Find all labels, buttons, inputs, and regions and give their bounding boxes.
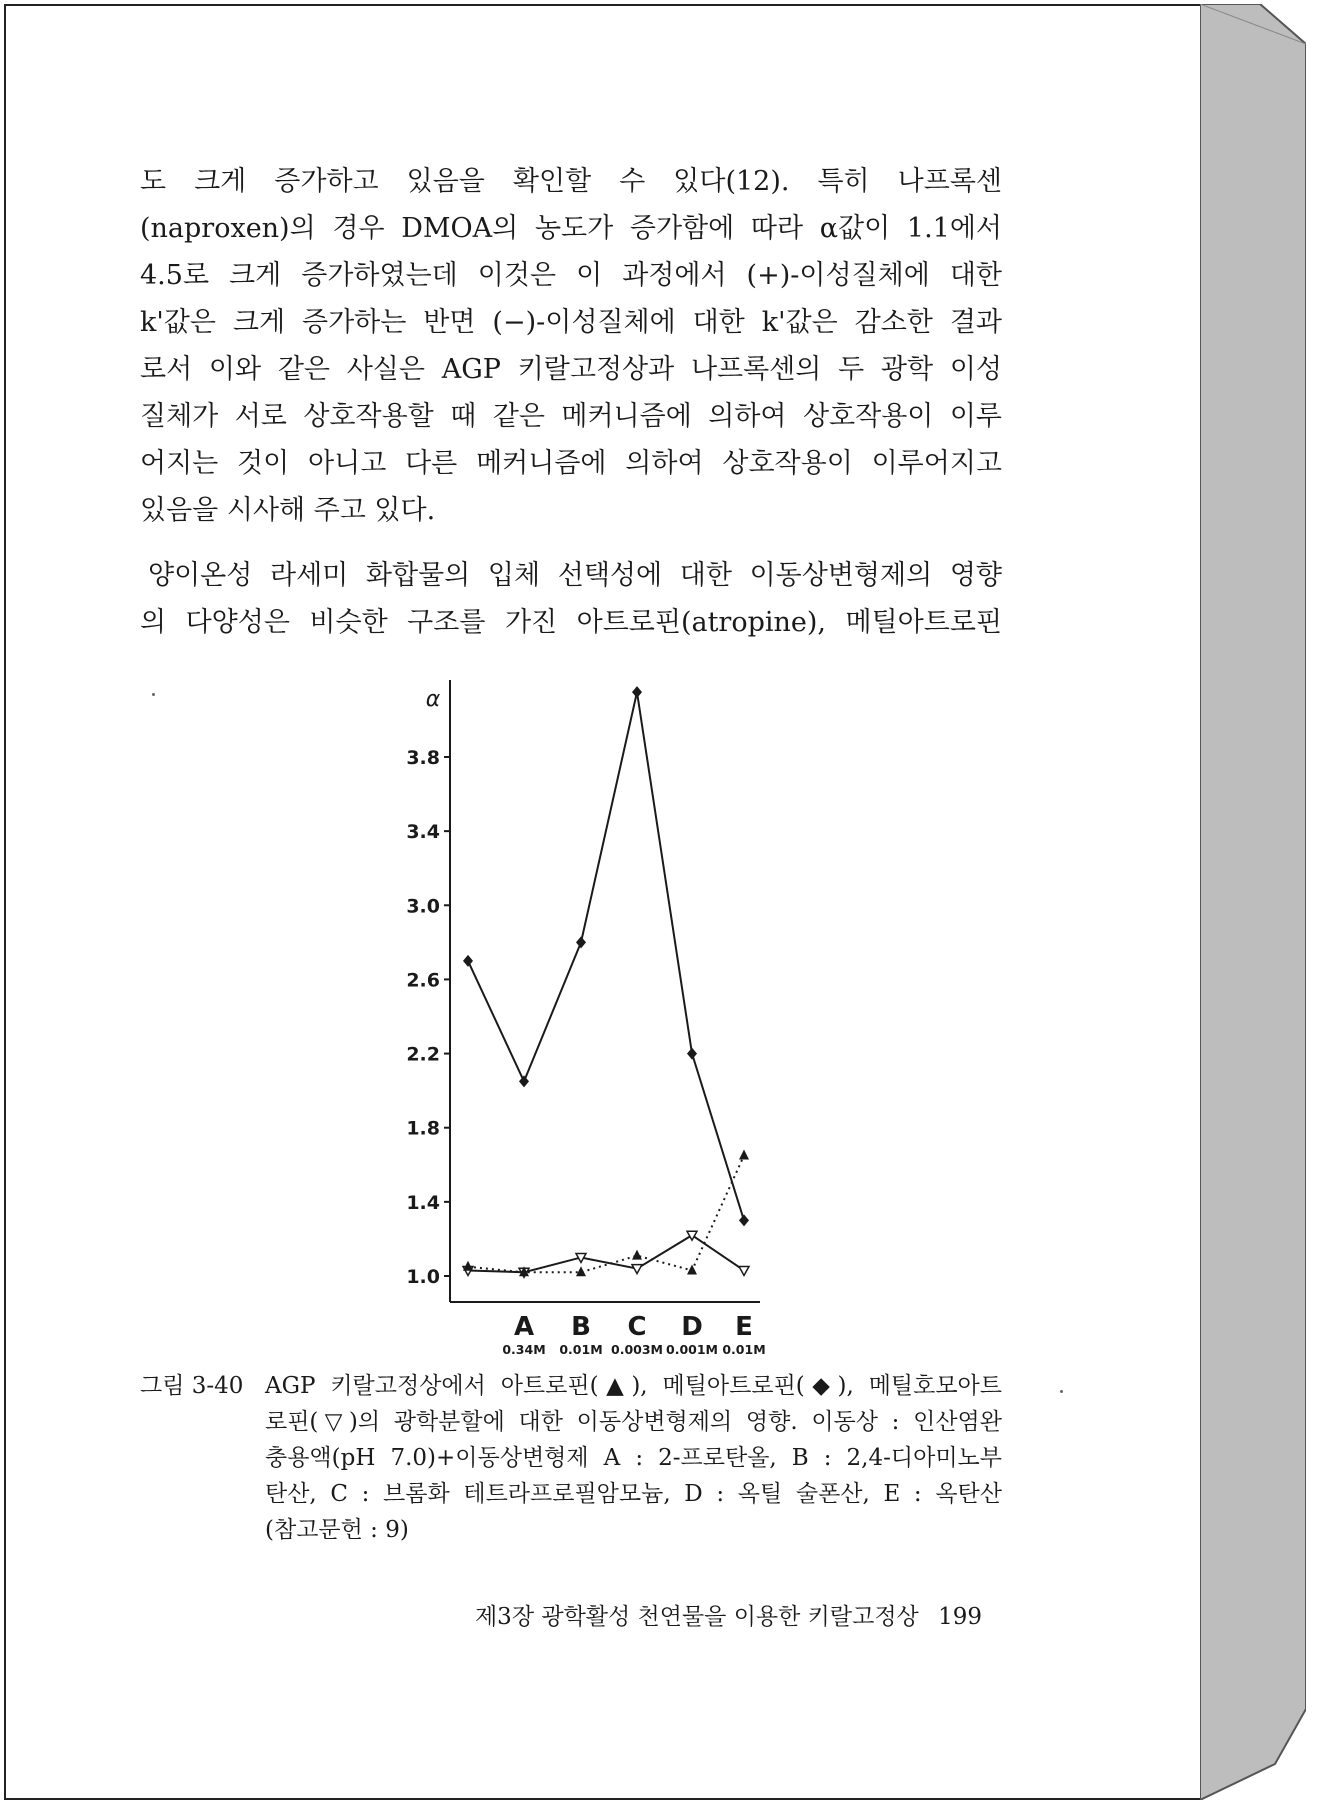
- series-line: [468, 1156, 744, 1273]
- caption-line: AGP 키랄고정상에서 아트로핀(▲), 메틸아트로핀(◆), 메틸호모아트: [265, 1373, 1002, 1399]
- line-chart: [400, 670, 780, 1360]
- body-paragraph-2: [140, 552, 1002, 646]
- x-tick-sublabel: 0.01M: [722, 1342, 766, 1357]
- y-tick-label: 1.4: [406, 1191, 440, 1214]
- y-tick-label: 2.2: [406, 1043, 440, 1066]
- y-tick-label: 3.4: [406, 821, 440, 844]
- y-tick-label: 3.8: [406, 747, 440, 769]
- x-tick-sublabel: 0.001M: [666, 1342, 718, 1357]
- text-line: 양이온성 라세미 화합물의 입체 선택성에 대한 이동상변형제의 영향: [148, 560, 1002, 591]
- speck: [152, 693, 155, 696]
- caption-line: 로핀(▽)의 광학분할에 대한 이동상변형제의 영향. 이동상 : 인산염완: [265, 1409, 1002, 1435]
- figure-chart: [400, 670, 780, 1364]
- x-tick-label: B: [571, 1312, 591, 1342]
- chapter-title: 제3장 광학활성 천연물을 이용한 키랄고정상: [474, 1604, 919, 1630]
- book-edge: [1200, 4, 1306, 1800]
- caption-body: [265, 1368, 1002, 1548]
- body-paragraph-1: [140, 158, 1002, 534]
- text-line: 4.5로 크게 증가하였는데 이것은 이 과정에서 (+)-이성질체에 대한: [140, 260, 1002, 291]
- caption-line: (참고문헌 : 9): [265, 1517, 409, 1543]
- running-footer: [420, 1598, 982, 1631]
- text-line: 질체가 서로 상호작용할 때 같은 메커니즘에 의하여 상호작용이 이루: [140, 401, 1002, 432]
- x-tick-label: A: [513, 1312, 535, 1342]
- data-point: [687, 1048, 697, 1060]
- data-point: [632, 686, 642, 698]
- data-point: [687, 1264, 697, 1274]
- y-tick-label: 1.0: [406, 1266, 440, 1288]
- text-line: 로서 이와 같은 사실은 AGP 키랄고정상과 나프록센의 두 광학 이성: [140, 354, 1002, 385]
- y-tick-label: 1.8: [406, 1117, 440, 1140]
- x-tick-sublabel: 0.34M: [502, 1342, 546, 1357]
- text-line: 어지는 것이 아니고 다른 메커니즘에 의하여 상호작용이 이루어지고: [140, 448, 1002, 479]
- x-tick-sublabel: 0.003M: [611, 1342, 663, 1357]
- data-point: [576, 936, 586, 948]
- x-tick-sublabel: 0.01M: [559, 1342, 603, 1357]
- text-line: 의 다양성은 비슷한 구조를 가진 아트로핀(atropine), 메틸아트로핀: [140, 607, 1002, 638]
- caption-line: 탄산, C : 브롬화 테트라프로필암모늄, D : 옥틸 술폰산, E : 옥탄산: [265, 1481, 1002, 1507]
- data-point: [739, 1150, 749, 1160]
- text-line: (naproxen)의 경우 DMOA의 농도가 증가함에 따라 α값이 1.1에서: [140, 213, 1002, 244]
- x-tick-label: D: [681, 1312, 703, 1342]
- page-number: 199: [938, 1604, 982, 1630]
- data-point: [632, 1250, 642, 1260]
- data-point: [739, 1214, 749, 1226]
- text-line: 있음을 시사해 주고 있다.: [140, 495, 436, 526]
- data-point: [739, 1266, 749, 1275]
- data-point: [519, 1075, 529, 1087]
- text-line: k'값은 크게 증가하는 반면 (−)-이성질체에 대한 k'값은 감소한 결과: [140, 307, 1002, 338]
- x-tick-label: C: [627, 1312, 647, 1342]
- y-tick-label: 3.0: [406, 895, 440, 918]
- caption-label: 그림 3-40: [140, 1373, 244, 1399]
- y-tick-label: 2.6: [406, 969, 440, 992]
- caption-line: 충용액(pH 7.0)+이동상변형제 A : 2-프로탄올, B : 2,4-디아미노부: [265, 1445, 1002, 1471]
- x-tick-label: E: [735, 1312, 753, 1342]
- series-line: [468, 1235, 744, 1272]
- data-point: [463, 955, 473, 967]
- text-line: 도 크게 증가하고 있음을 확인할 수 있다(12). 특히 나프록센: [140, 166, 1002, 197]
- series-line: [468, 692, 744, 1220]
- speck: [1060, 1390, 1063, 1393]
- y-axis-label: α: [425, 687, 441, 712]
- data-point: [632, 1265, 642, 1274]
- data-point: [687, 1231, 697, 1240]
